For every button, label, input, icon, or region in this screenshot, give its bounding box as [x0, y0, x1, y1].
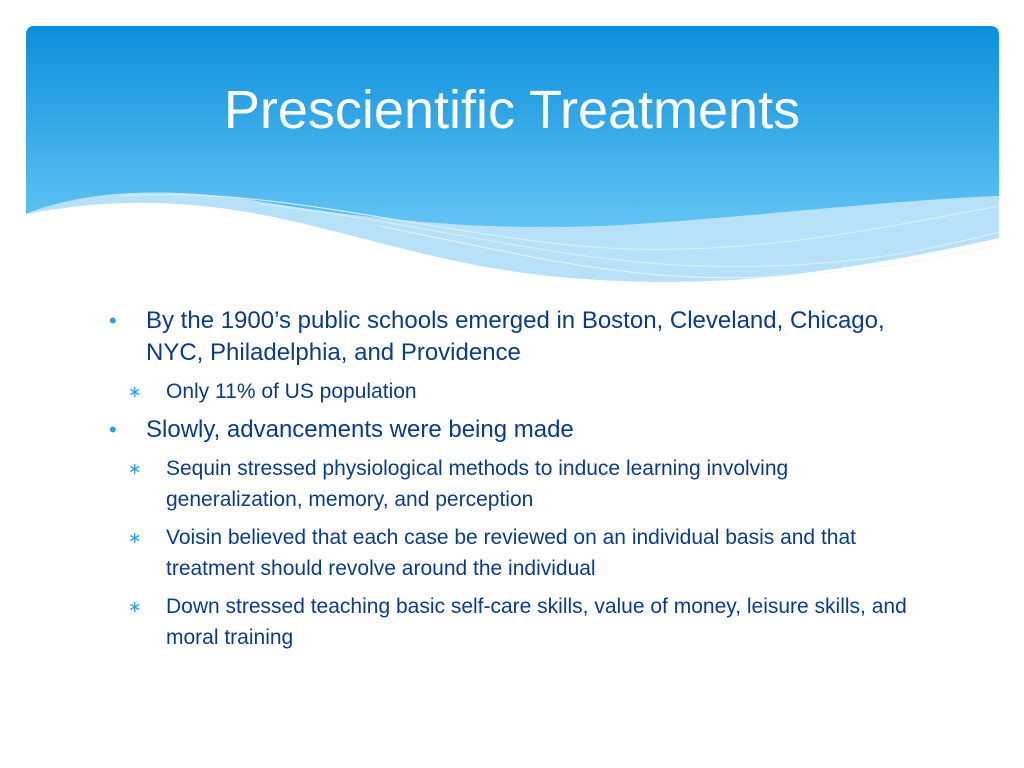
sub-bullet-text: Sequin stressed physiological methods to induce learning involving generalization, memory, and perception [166, 457, 789, 511]
bullet-item [108, 305, 928, 369]
sub-bullet-item [108, 376, 928, 407]
slide-title: Prescientific Treatments [223, 80, 801, 140]
sub-bullet-text: Down stressed teaching basic self-care skills, value of money, leisure skills, and moral training [166, 595, 907, 649]
dot-bullet-icon: • [109, 417, 117, 442]
asterisk-bullet-icon: ∗ [128, 384, 142, 401]
sub-bullet-item [108, 591, 928, 653]
header-wave-banner [0, 0, 1024, 300]
asterisk-bullet-icon: ∗ [128, 599, 142, 616]
sub-bullet-text: Voisin believed that each case be reviewed on an individual basis and that treatment should revolve around the individual [166, 526, 856, 580]
asterisk-bullet-icon: ∗ [128, 530, 142, 547]
bullet-text: By the 1900’s public schools emerged in Boston, Cleveland, Chicago, NYC, Philadelphia, and Providence [146, 307, 885, 366]
sub-bullet-item [108, 522, 928, 584]
sub-bullet-text: Only 11% of US population [166, 380, 417, 403]
sub-bullet-item [108, 453, 928, 515]
bullet-item [108, 414, 928, 446]
bullet-text: Slowly, advancements were being made [146, 416, 574, 443]
asterisk-bullet-icon: ∗ [128, 461, 142, 478]
dot-bullet-icon: • [109, 308, 117, 333]
bullet-list [108, 305, 928, 660]
